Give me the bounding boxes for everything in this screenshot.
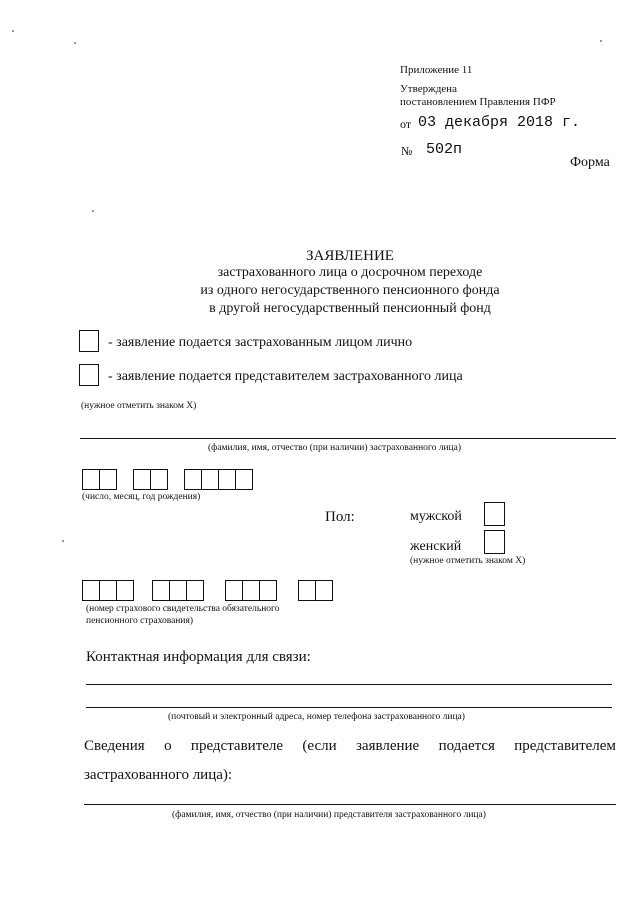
rep-word: (если bbox=[302, 738, 337, 754]
scan-speck bbox=[92, 210, 94, 212]
rep-word: заявление bbox=[355, 738, 420, 754]
resolution-label: постановлением Правления ПФР bbox=[400, 96, 556, 108]
representative-sentence-line-1 bbox=[84, 738, 616, 755]
dob-day-cells[interactable] bbox=[82, 469, 116, 490]
gender-label: Пол: bbox=[325, 509, 355, 525]
snils-group-4[interactable] bbox=[298, 580, 332, 601]
dob-month-cells[interactable] bbox=[133, 469, 167, 490]
form-label: Форма bbox=[570, 155, 610, 170]
title-line-1: застрахованного лица о досрочном переходе bbox=[217, 265, 483, 280]
date-prefix: от bbox=[400, 117, 412, 131]
title-line-3: в другой негосударственный пенсионный фонд bbox=[209, 301, 491, 316]
scan-speck bbox=[600, 40, 602, 42]
resolution-number: 502п bbox=[426, 141, 463, 158]
male-checkbox[interactable] bbox=[484, 502, 505, 526]
title-line-2: из одного негосударственного пенсионного фонда bbox=[200, 283, 500, 298]
snils-caption-2: пенсионного страхования) bbox=[86, 616, 194, 626]
scan-speck bbox=[62, 540, 64, 542]
scan-speck bbox=[12, 30, 14, 32]
rep-word: представителем bbox=[514, 738, 616, 754]
dob-caption: (число, месяц, год рождения) bbox=[82, 492, 201, 502]
male-label: мужской bbox=[410, 509, 462, 524]
contact-caption: (почтовый и электронный адреса, номер телефона застрахованного лица) bbox=[168, 712, 465, 722]
approved-label: Утверждена bbox=[400, 83, 457, 95]
fio-caption: (фамилия, имя, отчество (при наличии) застрахованного лица) bbox=[208, 443, 461, 453]
snils-group-1[interactable] bbox=[82, 580, 133, 601]
contact-line-2[interactable] bbox=[86, 707, 612, 708]
fio-line[interactable] bbox=[80, 438, 616, 439]
representative-caption: (фамилия, имя, отчество (при наличии) представителя застрахованного лица) bbox=[172, 810, 486, 820]
document-title: ЗАЯВЛЕНИЕ bbox=[306, 248, 394, 264]
personally-label: - заявление подается застрахованным лицом лично bbox=[108, 335, 413, 350]
female-checkbox[interactable] bbox=[484, 530, 505, 554]
mark-hint: (нужное отметить знаком Х) bbox=[81, 401, 197, 411]
snils-group-3[interactable] bbox=[225, 580, 276, 601]
contact-label: Контактная информация для связи: bbox=[86, 649, 311, 665]
dob-year-cells[interactable] bbox=[184, 469, 252, 490]
number-sign: № bbox=[401, 144, 413, 158]
rep-word: о bbox=[164, 738, 172, 754]
representative-label: - заявление подается представителем застрахованного лица bbox=[108, 369, 463, 384]
representative-checkbox[interactable] bbox=[79, 364, 99, 386]
appendix-number: Приложение 11 bbox=[400, 64, 473, 76]
rep-word: представителе bbox=[190, 738, 284, 754]
contact-line-1[interactable] bbox=[86, 684, 612, 685]
representative-sentence-line-2: застрахованного лица): bbox=[84, 767, 233, 783]
rep-word: Сведения bbox=[84, 738, 145, 754]
approval-date: 03 декабря 2018 г. bbox=[418, 114, 581, 131]
scan-speck bbox=[74, 42, 76, 44]
gender-hint: (нужное отметить знаком Х) bbox=[410, 556, 526, 566]
rep-word: подается bbox=[438, 738, 495, 754]
female-label: женский bbox=[410, 539, 462, 554]
snils-caption-1: (номер страхового свидетельства обязательного bbox=[86, 604, 280, 614]
personally-checkbox[interactable] bbox=[79, 330, 99, 352]
snils-group-2[interactable] bbox=[152, 580, 203, 601]
representative-fio-line[interactable] bbox=[84, 804, 616, 805]
